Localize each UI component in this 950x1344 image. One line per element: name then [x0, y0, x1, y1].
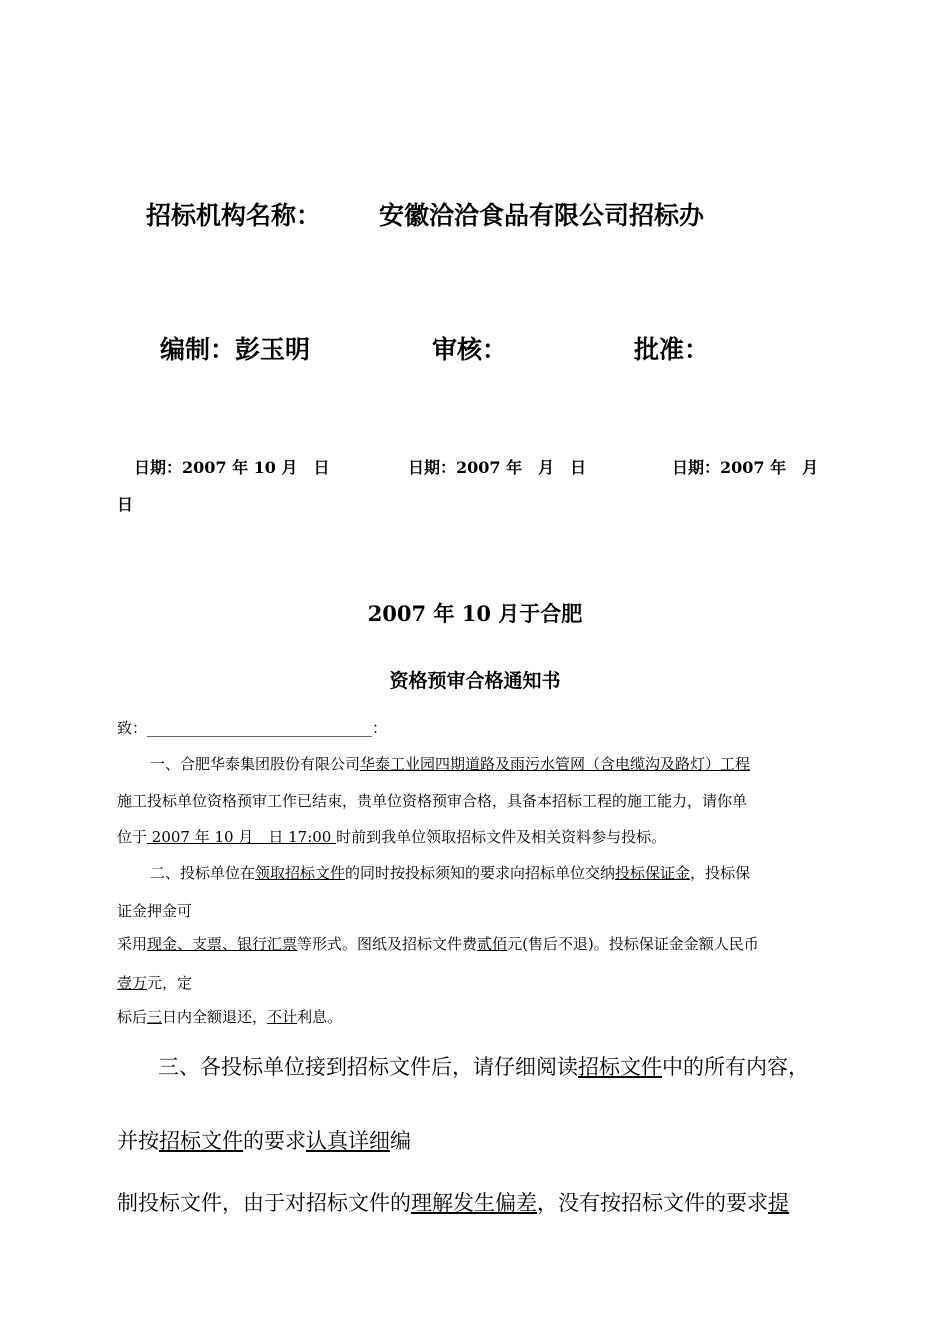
text-span: 时前到我单位领取招标文件及相关资料参与投标。 [336, 828, 667, 846]
text-span: 元，定 [147, 974, 193, 992]
paragraph-3-line-1 [158, 1051, 809, 1081]
refund-days: 三 [147, 1008, 163, 1026]
paragraph-1-line-3 [117, 826, 666, 847]
text-span: 采用 [117, 935, 148, 953]
paragraph-2-line-5 [117, 1006, 342, 1027]
paragraph-2-line-1 [150, 862, 750, 883]
text-span: 中的所有内容， [662, 1055, 809, 1079]
text-span: 编 [390, 1129, 411, 1153]
paragraph-2-line-3 [117, 933, 759, 954]
text-span: 等形式。图纸及招标文件费 [297, 935, 478, 953]
org-label: 招标机构名称： [146, 201, 322, 230]
text-span: 位于 [117, 828, 148, 846]
date-prepared: 日期：2007 年 10 月 日 [134, 458, 330, 477]
underlined-term: 招标文件 [578, 1055, 662, 1079]
underlined-term: 投标保证金 [615, 864, 691, 882]
signature-line [160, 330, 710, 366]
text-span: 制投标文件，由于对招标文件的 [117, 1191, 411, 1215]
text-span: 一、合肥华泰集团股份有限公司 [150, 755, 361, 773]
underlined-term: 招标文件 [159, 1129, 243, 1153]
org-name: 安徽洽洽食品有限公司招标办 [379, 201, 705, 230]
text-span: 三、各投标单位接到招标文件后，请仔细阅读 [158, 1055, 578, 1079]
text-span: 并按 [117, 1129, 159, 1153]
underlined-term: 领取招标文件 [255, 864, 346, 882]
org-line [146, 196, 704, 232]
text-span: 元(售后不退)。投标保证金金额人民币 [507, 935, 759, 953]
text-span: 标后 [117, 1008, 148, 1026]
paragraph-2-line-2: 证金押金可 [117, 902, 193, 920]
addressee-prefix: 致： [117, 719, 148, 737]
underlined-term: 认真详细 [306, 1129, 390, 1153]
text-span: ，没有按招标文件的要求 [537, 1191, 768, 1215]
date-reviewed: 日期：2007 年 月 日 [408, 458, 587, 477]
text-span: 二、投标单位在 [150, 864, 256, 882]
text-span: ，投标保 [690, 864, 751, 882]
addressee-line [117, 717, 387, 738]
paragraph-1-line-2: 施工投标单位资格预审工作已结束，贵单位资格预审合格，具备本招标工程的施工能力，请你单 [117, 792, 748, 810]
text-span: 利息。 [297, 1008, 343, 1026]
addressee-blank: ______________________________ [147, 719, 373, 737]
deposit-amount: 壹万 [117, 974, 148, 992]
payment-methods: 现金、支票、银行汇票 [147, 935, 298, 953]
approved-by: 批准： [634, 335, 710, 364]
project-name: 华泰工业园四期道路及雨污水管网（含电缆沟及路灯）工程 [360, 755, 751, 773]
no-interest: 不计 [267, 1008, 298, 1026]
text-span: 的要求 [243, 1129, 306, 1153]
place-date: 2007 年 10 月于合肥 [367, 601, 583, 626]
underlined-term: 理解发生偏差 [411, 1191, 537, 1215]
date-approved: 日期：2007 年 月 [672, 458, 819, 477]
reviewed-by: 审核： [432, 335, 508, 364]
text-span: 的同时按投标须知的要求向招标单位交纳 [345, 864, 616, 882]
paragraph-1-line-1 [150, 753, 750, 774]
paragraph-3-line-2 [117, 1125, 411, 1155]
text-span: 日内全额退还， [162, 1008, 268, 1026]
paragraph-2-line-4 [117, 972, 192, 993]
notice-title: 资格预审合格通知书 [389, 670, 561, 692]
deadline: 2007 年 10 月 日 17:00 [147, 828, 337, 846]
date-approved-wrap: 日 [117, 495, 134, 514]
prepared-by: 编制：彭玉明 [160, 335, 311, 364]
document-fee: 贰佰 [477, 935, 508, 953]
paragraph-3-line-3 [117, 1187, 789, 1217]
underlined-term: 提 [768, 1191, 789, 1215]
addressee-suffix: ： [372, 719, 388, 737]
